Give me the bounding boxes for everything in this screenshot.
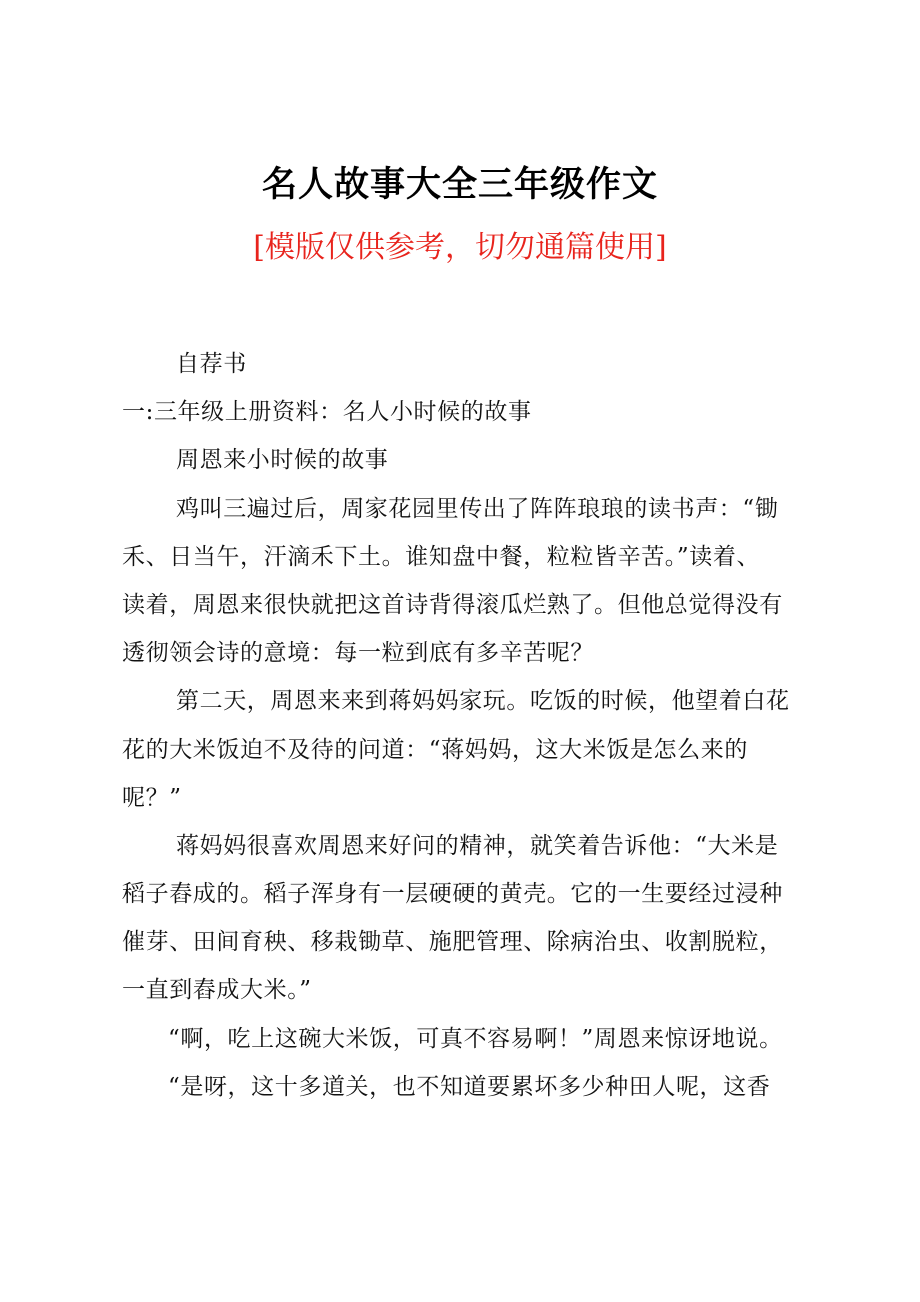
template-disclaimer: [模版仅供参考，切勿通篇使用]	[253, 230, 667, 265]
paragraph-line: 鸡叫三遍过后，周家花园里传出了阵阵琅琅的读书声：“锄	[176, 495, 779, 522]
paragraph-line: “啊，吃上这碗大米饭，可真不容易啊！”周恩来惊讶地说。	[168, 1025, 783, 1052]
paragraph-line: 读着，周恩来很快就把这首诗背得滚瓜烂熟了。但他总觉得没有	[122, 591, 783, 618]
document-title: 名人故事大全三年级作文	[261, 165, 658, 205]
section-heading: 自荐书	[176, 351, 247, 377]
paragraph-line: 一直到舂成大米。”	[122, 977, 312, 1004]
paragraph-line: 第二天，周恩来来到蒋妈妈家玩。吃饭的时候，他望着白花	[176, 688, 790, 715]
document-body	[122, 340, 822, 1111]
paragraph-line: “是呀，这十多道关，也不知道要累坏多少种田人呢，这香	[168, 1073, 771, 1100]
paragraph-line: 蒋妈妈很喜欢周恩来好问的精神，就笑着告诉他：“大米是	[176, 832, 779, 859]
paragraph-line: 透彻领会诗的意境：每一粒到底有多辛苦呢？	[122, 640, 594, 667]
paragraph-line: 催芽、田间育秧、移栽锄草、施肥管理、除病治虫、收割脱粒，	[122, 929, 783, 956]
chapter-heading: 一:三年级上册资料：名人小时候的故事	[122, 399, 532, 426]
paragraph-line: 禾、日当午，汗滴禾下土。谁知盘中餐，粒粒皆辛苦。”读着、	[122, 543, 761, 570]
paragraph-line: 稻子舂成的。稻子浑身有一层硬硬的黄壳。它的一生要经过浸种	[122, 881, 783, 908]
story-title: 周恩来小时候的故事	[176, 447, 389, 474]
paragraph-line: 花的大米饭迫不及待的问道：“蒋妈妈，这大米饭是怎么来的	[122, 736, 748, 763]
paragraph-line: 呢？”	[122, 784, 182, 811]
